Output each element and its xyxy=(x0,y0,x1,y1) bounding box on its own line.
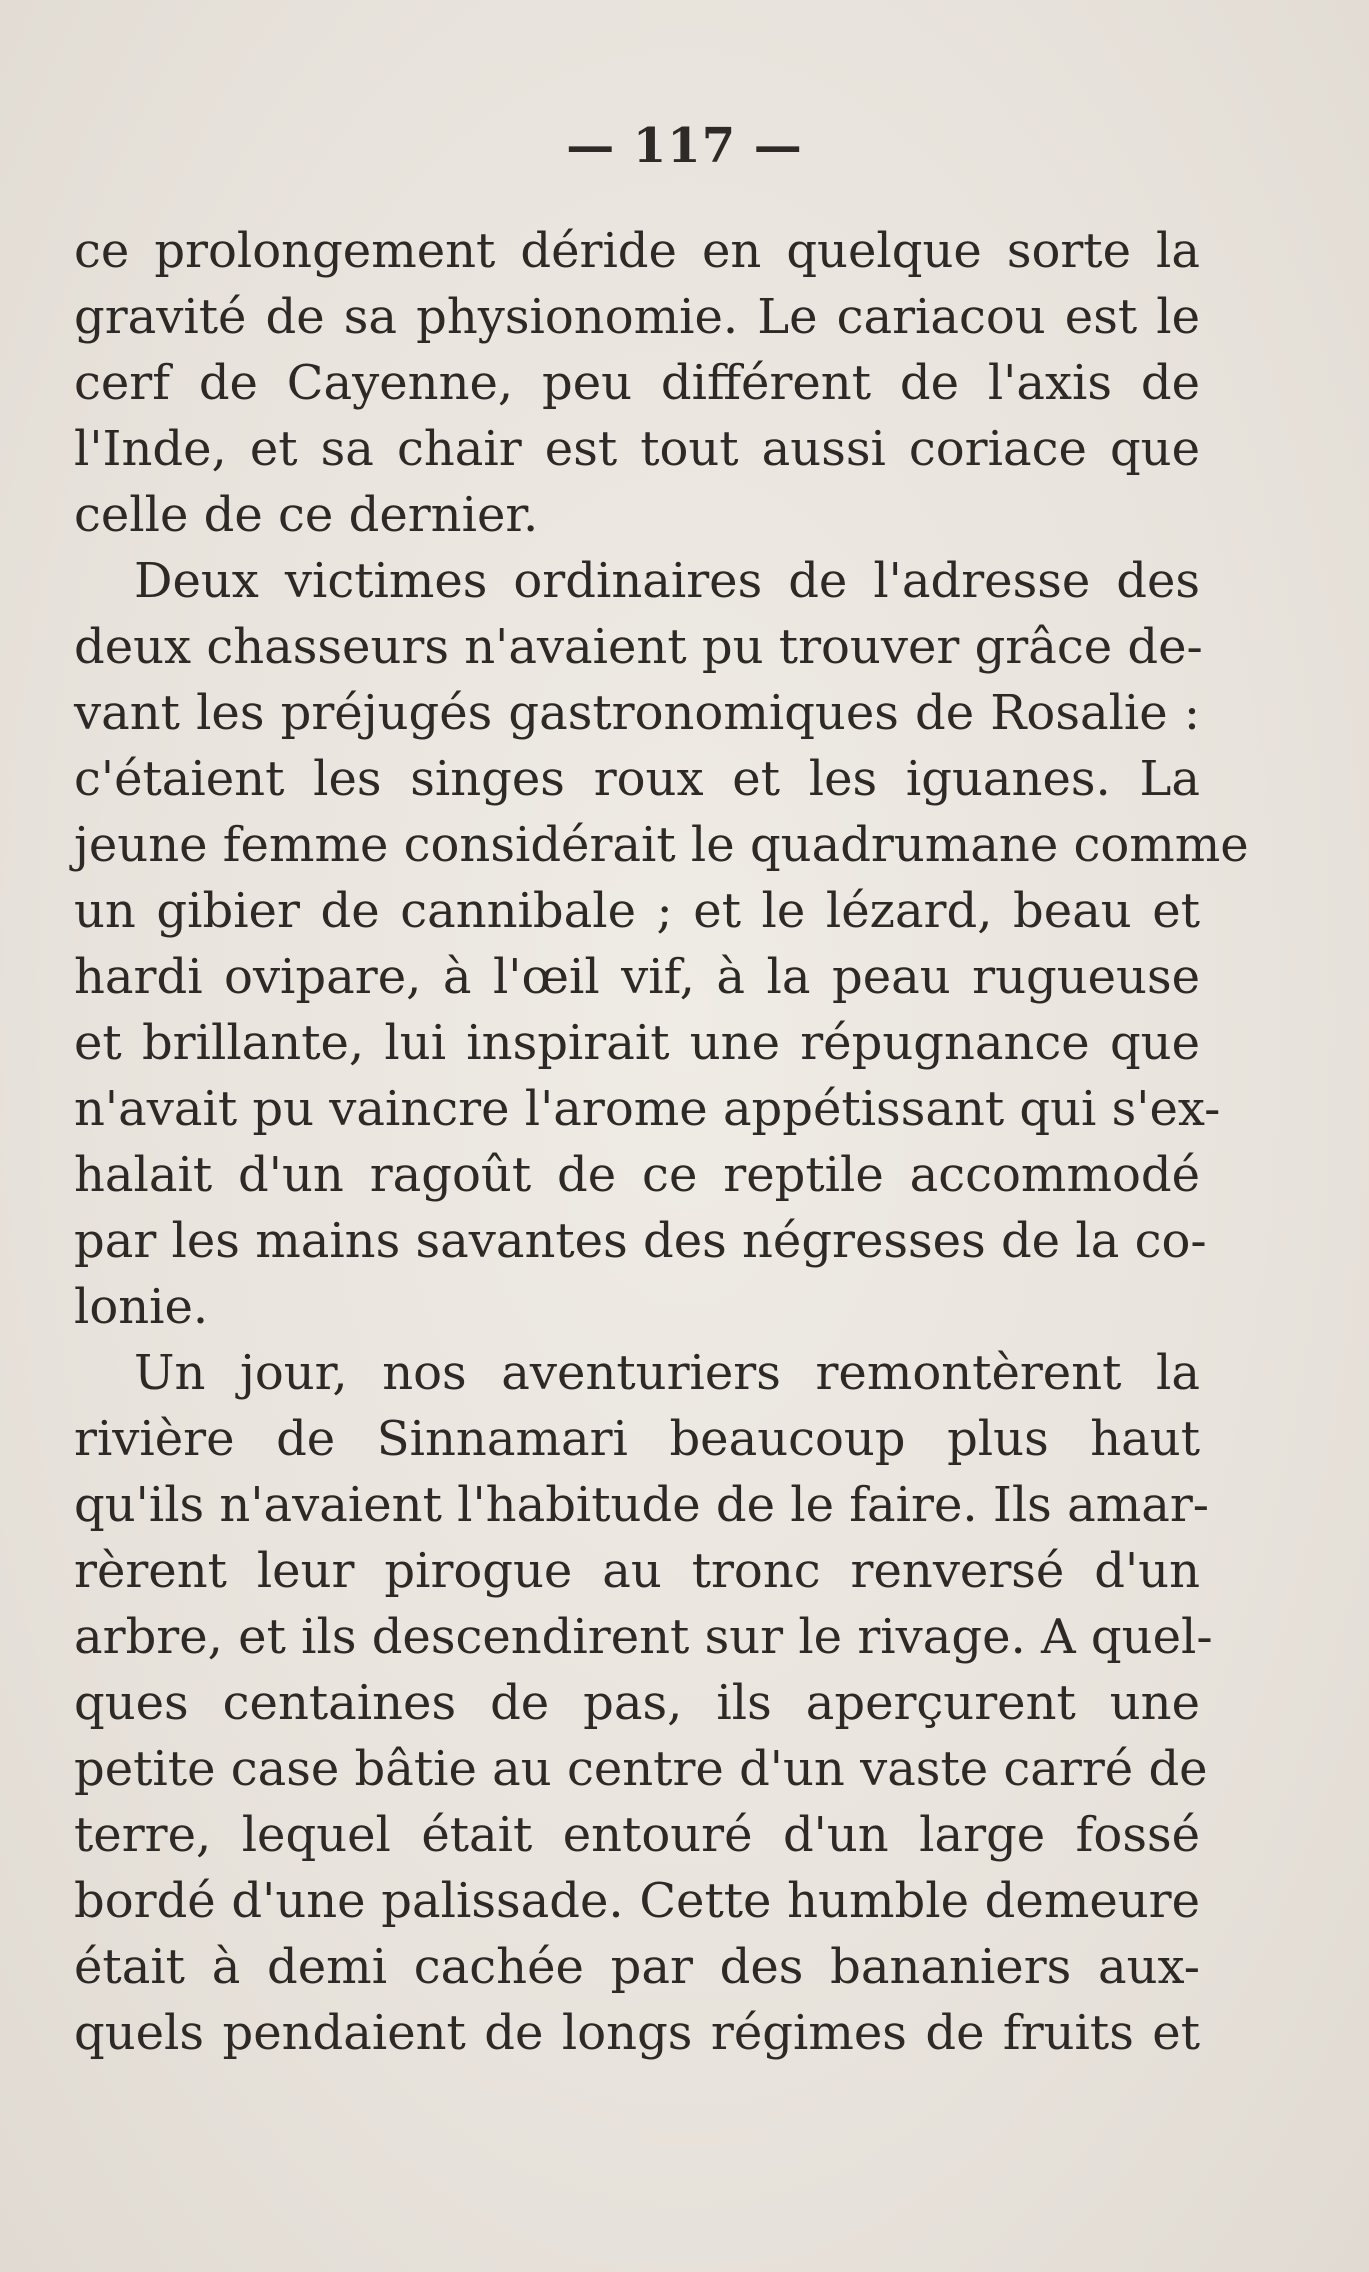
paragraph-start-line: Deux victimes ordinaires de l'adresse des xyxy=(134,553,1200,609)
text-line: ce prolongement déride en quelque sorte la xyxy=(74,223,1200,279)
text-line: était à demi cachée par des bananiers aux- xyxy=(74,1939,1200,1995)
text-line: lonie. xyxy=(74,1279,209,1335)
text-line: vant les préjugés gastronomiques de Rosalie : xyxy=(74,685,1200,741)
text-line: rèrent leur pirogue au tronc renversé d'un xyxy=(74,1543,1200,1599)
paragraph-start-line: Un jour, nos aventuriers remontèrent la xyxy=(134,1345,1200,1401)
text-line: terre, lequel était entouré d'un large fossé xyxy=(74,1807,1200,1863)
text-line: bordé d'une palissade. Cette humble demeure xyxy=(74,1873,1200,1929)
text-line: gravité de sa physionomie. Le cariacou est le xyxy=(74,289,1200,345)
text-line: petite case bâtie au centre d'un vaste carré de xyxy=(74,1741,1208,1797)
text-line: par les mains savantes des négresses de la co- xyxy=(74,1213,1207,1269)
text-line: deux chasseurs n'avaient pu trouver grâce de- xyxy=(74,619,1203,675)
text-line: ques centaines de pas, ils aperçurent une xyxy=(74,1675,1200,1731)
text-line: c'étaient les singes roux et les iguanes. La xyxy=(74,751,1200,807)
text-line: cerf de Cayenne, peu différent de l'axis de xyxy=(74,355,1200,411)
text-line: jeune femme considérait le quadrumane comme xyxy=(74,817,1249,873)
text-line: rivière de Sinnamari beaucoup plus haut xyxy=(74,1411,1200,1467)
text-line: celle de ce dernier. xyxy=(74,487,539,543)
text-line: qu'ils n'avaient l'habitude de le faire. Ils amar- xyxy=(74,1477,1209,1533)
page-number: — 117 — xyxy=(566,118,803,174)
text-line: quels pendaient de longs régimes de fruits et xyxy=(74,2005,1200,2061)
text-line: un gibier de cannibale ; et le lézard, beau et xyxy=(74,883,1200,939)
text-line: l'Inde, et sa chair est tout aussi coriace que xyxy=(74,421,1200,477)
text-line: hardi ovipare, à l'œil vif, à la peau rugueuse xyxy=(74,949,1200,1005)
text-line: et brillante, lui inspirait une répugnance que xyxy=(74,1015,1200,1071)
text-line: arbre, et ils descendirent sur le rivage. A quel- xyxy=(74,1609,1213,1665)
text-line: halait d'un ragoût de ce reptile accommodé xyxy=(74,1147,1200,1203)
text-line: n'avait pu vaincre l'arome appétissant qui s'ex- xyxy=(74,1081,1221,1137)
body-text xyxy=(74,218,1249,2066)
